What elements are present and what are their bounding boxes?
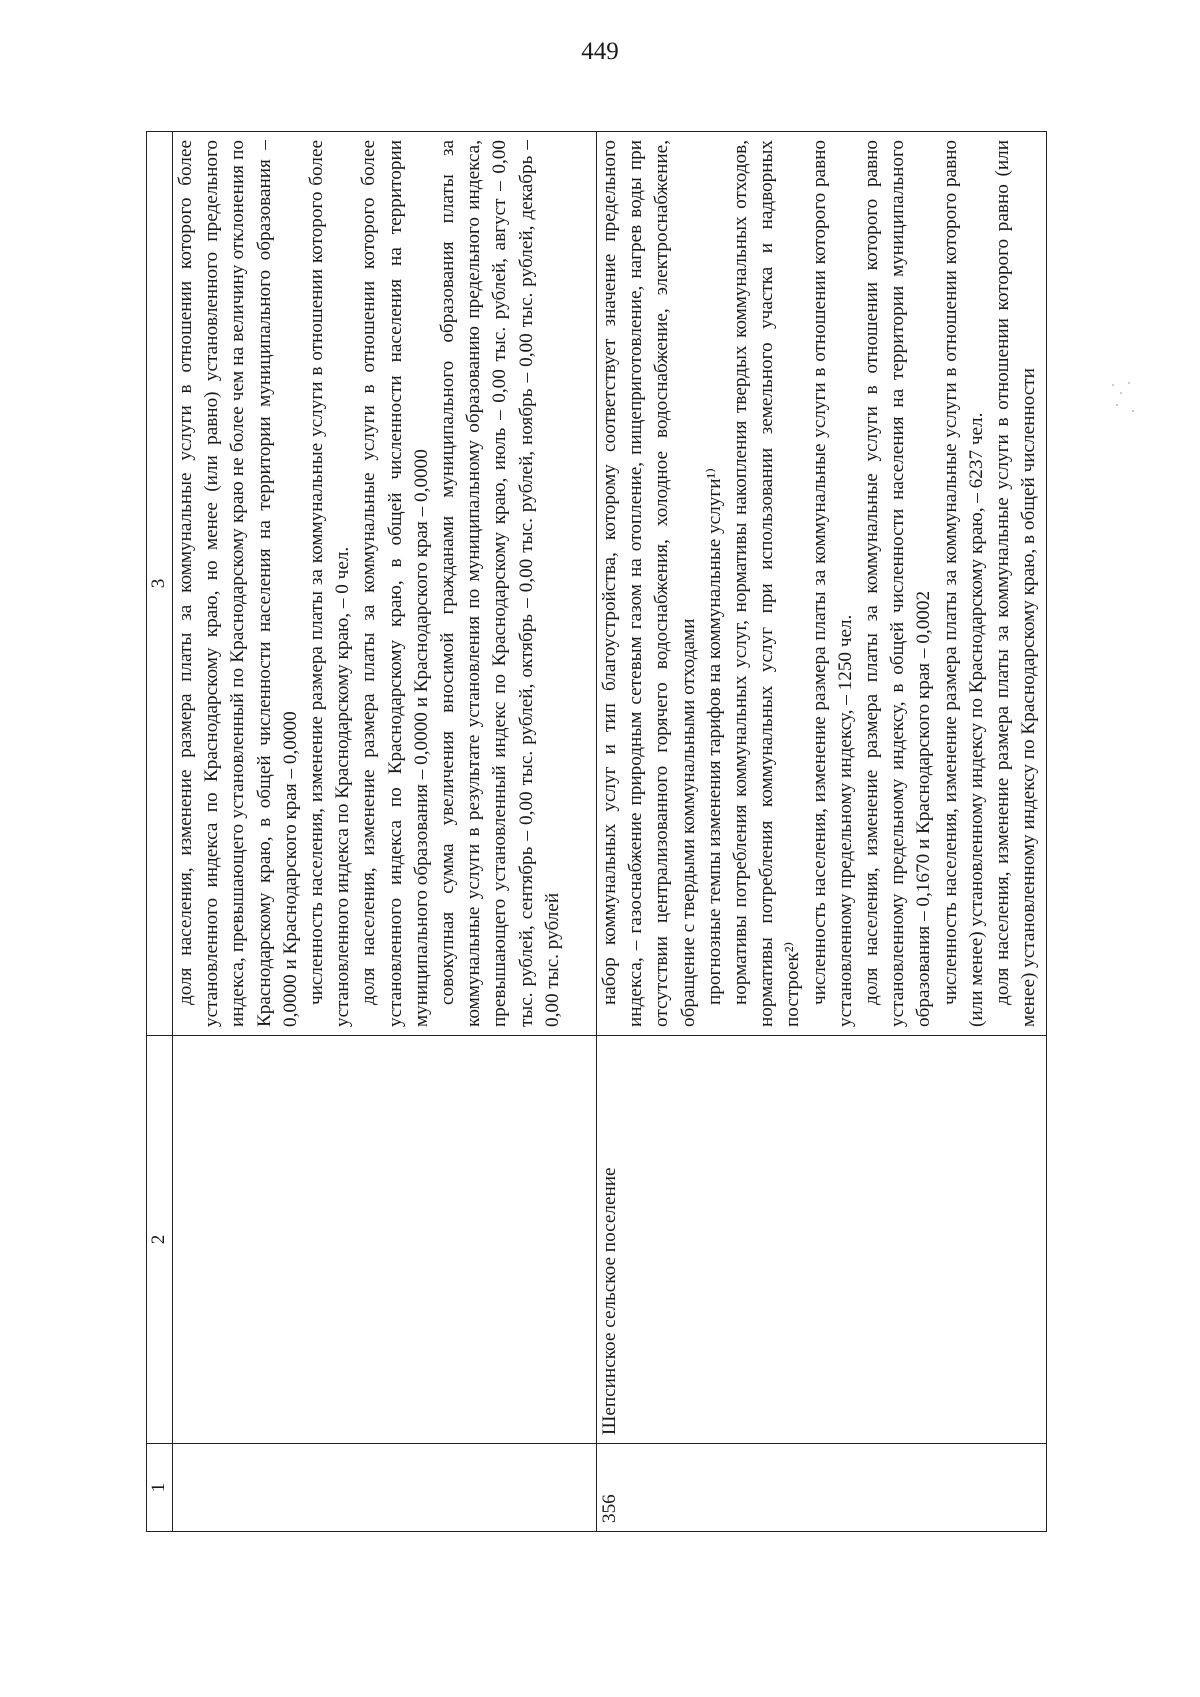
header-cell-3: 3 bbox=[147, 132, 173, 1036]
header-cell-1: 1 bbox=[147, 1444, 173, 1532]
scan-specks bbox=[1110, 380, 1140, 420]
paragraph: доля населения, изменение размера платы за коммунальные услуги в отношении которого более установленного индекса по Краснодарскому краю, в общей численности населения на территории муниципального образования – 0,0000 и Краснодарского края – 0,0000 bbox=[358, 140, 432, 1027]
table-row bbox=[597, 132, 1047, 1532]
settlement-name-cell bbox=[173, 1036, 597, 1444]
paragraph: численность населения, изменение размера платы за коммунальные услуги в отношении которого более установленного индекса по Краснодарскому краю, – 0 чел. bbox=[306, 140, 354, 1027]
table-row bbox=[173, 132, 597, 1532]
paragraph: прогнозные темпы изменения тарифов на коммунальные услуги¹⁾ bbox=[703, 468, 725, 1005]
row-number-cell bbox=[173, 1444, 597, 1532]
paragraph: численность населения, изменение размера платы за коммунальные услуги в отношении которого равно установленному предельному индексу, – 1250 чел. bbox=[808, 140, 856, 1027]
paragraph: нормативы потребления коммунальных услуг, нормативы накопления твердых коммунальных отходов, нормативы потребления коммунальных услуг при использовании земельного участка и надворных построек²⁾ bbox=[730, 140, 804, 1027]
paragraph: совокупная сумма увеличения вносимой гражданами муниципального образования платы за коммунальные услуги в результате установления по муниципальному образованию предельного индекса, превышающего установленный индекс по Краснодарскому краю, июль – 0,00 тыс. рублей, август – 0,00 тыс. рублей, сентябрь – 0,00 тыс. рублей, октябрь – 0,00 тыс. рублей, ноябрь – 0,00 тыс. рублей, декабрь – 0,00 тыс. рублей bbox=[437, 140, 563, 1027]
table-header-row bbox=[147, 132, 173, 1532]
page-number: 449 bbox=[581, 38, 619, 65]
rotated-table-sheet bbox=[146, 132, 1046, 1532]
paragraph: численность населения, изменение размера платы за коммунальные услуги в отношении которого равно (или менее) установленному индексу по Краснодарскому краю, – 6237 чел. bbox=[939, 140, 987, 1027]
description-cell bbox=[173, 132, 597, 1036]
paragraph: набор коммунальных услуг и тип благоустройства, которому соответствует значение предельного индекса, – газоснабжение природным сетевым газом на отопление, пищеприготовление, нагрев воды при отсутствии централизованного горячего водоснабжения, холодное водоснабжение, электроснабжение, обращение с твердыми коммунальными отходами bbox=[599, 140, 699, 1027]
paragraph: доля населения, изменение размера платы за коммунальные услуги в отношении которого равно (или менее) установленному индексу по Краснодарскому краю, в общей численности bbox=[992, 140, 1040, 1027]
data-table bbox=[146, 131, 1047, 1532]
paragraph: доля населения, изменение размера платы за коммунальные услуги в отношении которого более установленного индекса по Краснодарскому краю, но менее (или равно) установленного предельного индекса, превышающего установленный по Краснодарскому краю не более чем на величину отклонения по Краснодарскому краю, в общей численности населения на территории муниципального образования – 0,0000 и Краснодарского края – 0,0000 bbox=[175, 140, 301, 1027]
header-cell-2: 2 bbox=[147, 1036, 173, 1444]
row-number-cell: 356 bbox=[597, 1444, 1047, 1532]
description-cell bbox=[597, 132, 1047, 1036]
settlement-name-cell: Шепсинское сельское поселение bbox=[597, 1036, 1047, 1444]
paragraph: доля населения, изменение размера платы за коммунальные услуги в отношении которого равно установленному предельному индексу, в общей численности населения на территории муниципального образования – 0,1670 и Краснодарского края – 0,0002 bbox=[861, 140, 935, 1027]
